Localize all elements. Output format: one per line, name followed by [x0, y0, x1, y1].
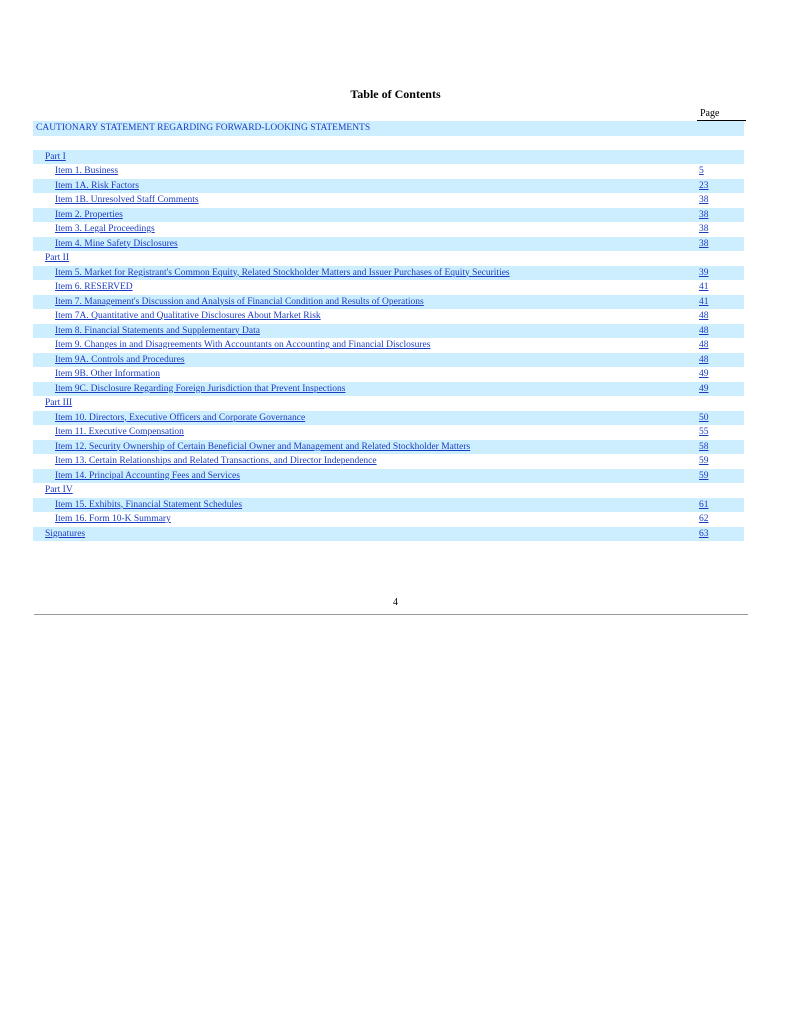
- toc-row-item-9c: [33, 382, 744, 397]
- toc-link-item-10[interactable]: Item 10. Directors, Executive Officers and Corporate Governance: [55, 412, 306, 423]
- toc-row-item-3: [33, 222, 744, 237]
- toc-link-part-1[interactable]: Part I: [45, 151, 66, 162]
- toc-link-item-7[interactable]: Item 7. Management's Discussion and Analysis of Financial Condition and Results of Operations: [55, 296, 424, 307]
- toc-link-item-9b[interactable]: Item 9B. Other Information: [55, 369, 161, 379]
- toc-row-item-12: [33, 440, 744, 455]
- toc-row-item-9: [33, 338, 744, 353]
- toc-row-item-11: [33, 425, 744, 440]
- toc-link-item-11[interactable]: Item 11. Executive Compensation: [55, 427, 184, 437]
- toc-link-signatures[interactable]: Signatures: [45, 528, 86, 539]
- toc-row-item-13: [33, 454, 744, 469]
- toc-link-item-1[interactable]: Item 1. Business: [55, 166, 119, 176]
- toc-link-item-1b[interactable]: Item 1B. Unresolved Staff Comments: [55, 195, 199, 205]
- toc-page-item-9a[interactable]: 48: [699, 354, 709, 365]
- toc-row-item-7: [33, 295, 744, 310]
- toc-link-item-4[interactable]: Item 4. Mine Safety Disclosures: [55, 238, 178, 249]
- toc-row-item-8: [33, 324, 744, 339]
- toc-link-item-12[interactable]: Item 12. Security Ownership of Certain Beneficial Owner and Management and Related Stockholder Matters: [55, 441, 471, 452]
- page-column-header: Page: [697, 108, 746, 121]
- page-number: 4: [393, 597, 398, 608]
- toc-row-item-1a: [33, 179, 744, 194]
- toc-page-item-2[interactable]: 38: [699, 209, 709, 220]
- toc-row-part-4: [33, 483, 744, 498]
- toc-page-signatures[interactable]: 63: [699, 528, 709, 539]
- toc-page-item-6[interactable]: 41: [699, 282, 709, 292]
- toc-link-item-8[interactable]: Item 8. Financial Statements and Supplementary Data: [55, 325, 260, 336]
- toc-page-item-12[interactable]: 58: [699, 441, 709, 452]
- toc-page-item-7[interactable]: 41: [699, 296, 709, 307]
- toc-row-item-15: [33, 498, 744, 513]
- toc-link-item-5[interactable]: Item 5. Market for Registrant's Common Equity, Related Stockholder Matters and Issuer Purchases of Equity Securities: [55, 267, 510, 278]
- toc-page-item-8[interactable]: 48: [699, 325, 709, 336]
- toc-page-item-13[interactable]: 59: [699, 456, 709, 466]
- toc-row-item-2: [33, 208, 744, 223]
- toc-link-item-13[interactable]: Item 13. Certain Relationships and Related Transactions, and Director Independence: [55, 456, 377, 466]
- toc-page-item-1b[interactable]: 38: [699, 195, 709, 205]
- toc-page-item-14[interactable]: 59: [699, 470, 709, 481]
- toc-row-part-1: [33, 150, 744, 165]
- toc-row-item-14: [33, 469, 744, 484]
- toc-page-item-9b[interactable]: 49: [699, 369, 709, 379]
- toc-link-item-1a[interactable]: Item 1A. Risk Factors: [55, 180, 139, 191]
- toc-page-item-1[interactable]: 5: [699, 166, 704, 176]
- toc-page-item-16[interactable]: 62: [699, 514, 709, 524]
- toc-page-item-5[interactable]: 39: [699, 267, 709, 278]
- toc-link-item-14[interactable]: Item 14. Principal Accounting Fees and Services: [55, 470, 240, 481]
- toc-row-item-6: [33, 280, 744, 295]
- toc-page-item-3[interactable]: 38: [699, 224, 709, 234]
- toc-row-item-4: [33, 237, 744, 252]
- toc-row-item-9a: [33, 353, 744, 368]
- page-title: Table of Contents: [350, 87, 441, 101]
- toc-link-item-16[interactable]: Item 16. Form 10-K Summary: [55, 514, 171, 524]
- toc-page-item-9c[interactable]: 49: [699, 383, 709, 394]
- toc-link-item-9[interactable]: Item 9. Changes in and Disagreements With Accountants on Accounting and Financial Disclosures: [55, 340, 431, 350]
- toc-link-item-2[interactable]: Item 2. Properties: [55, 209, 123, 220]
- toc-row-item-10: [33, 411, 744, 426]
- toc-page-item-11[interactable]: 55: [699, 427, 709, 437]
- toc-page-item-9[interactable]: 48: [699, 340, 709, 350]
- toc-row-item-1: [33, 164, 744, 179]
- toc-page-item-4[interactable]: 38: [699, 238, 709, 249]
- toc-row-item-5: [33, 266, 744, 281]
- toc-row-item-9b: [33, 367, 744, 382]
- toc-link-item-9c[interactable]: Item 9C. Disclosure Regarding Foreign Jurisdiction that Prevent Inspections: [55, 383, 346, 394]
- toc-link-part-4[interactable]: Part IV: [45, 485, 73, 495]
- toc-link-part-2[interactable]: Part II: [45, 253, 70, 263]
- toc-row-part-3: [33, 396, 744, 411]
- table-of-contents: [33, 121, 744, 541]
- toc-link-cautionary-statement[interactable]: CAUTIONARY STATEMENT REGARDING FORWARD-LOOKING STATEMENTS: [36, 123, 371, 133]
- toc-row-item-7a: [33, 309, 744, 324]
- toc-row-item-16: [33, 512, 744, 527]
- page-divider: [34, 614, 748, 615]
- toc-spacer: [33, 136, 744, 150]
- toc-page-item-1a[interactable]: 23: [699, 180, 709, 191]
- toc-page-item-7a[interactable]: 48: [699, 311, 709, 321]
- toc-link-part-3[interactable]: Part III: [45, 398, 73, 408]
- toc-link-item-3[interactable]: Item 3. Legal Proceedings: [55, 224, 155, 234]
- toc-page-item-15[interactable]: 61: [699, 499, 709, 510]
- toc-row-cautionary: [33, 121, 744, 136]
- toc-page-item-10[interactable]: 50: [699, 412, 709, 423]
- toc-row-signatures: [33, 527, 744, 542]
- toc-link-item-7a[interactable]: Item 7A. Quantitative and Qualitative Disclosures About Market Risk: [55, 311, 321, 321]
- toc-row-item-1b: [33, 193, 744, 208]
- toc-link-item-9a[interactable]: Item 9A. Controls and Procedures: [55, 354, 185, 365]
- toc-link-item-15[interactable]: Item 15. Exhibits, Financial Statement Schedules: [55, 499, 243, 510]
- toc-link-item-6[interactable]: Item 6. RESERVED: [55, 282, 133, 292]
- toc-row-part-2: [33, 251, 744, 266]
